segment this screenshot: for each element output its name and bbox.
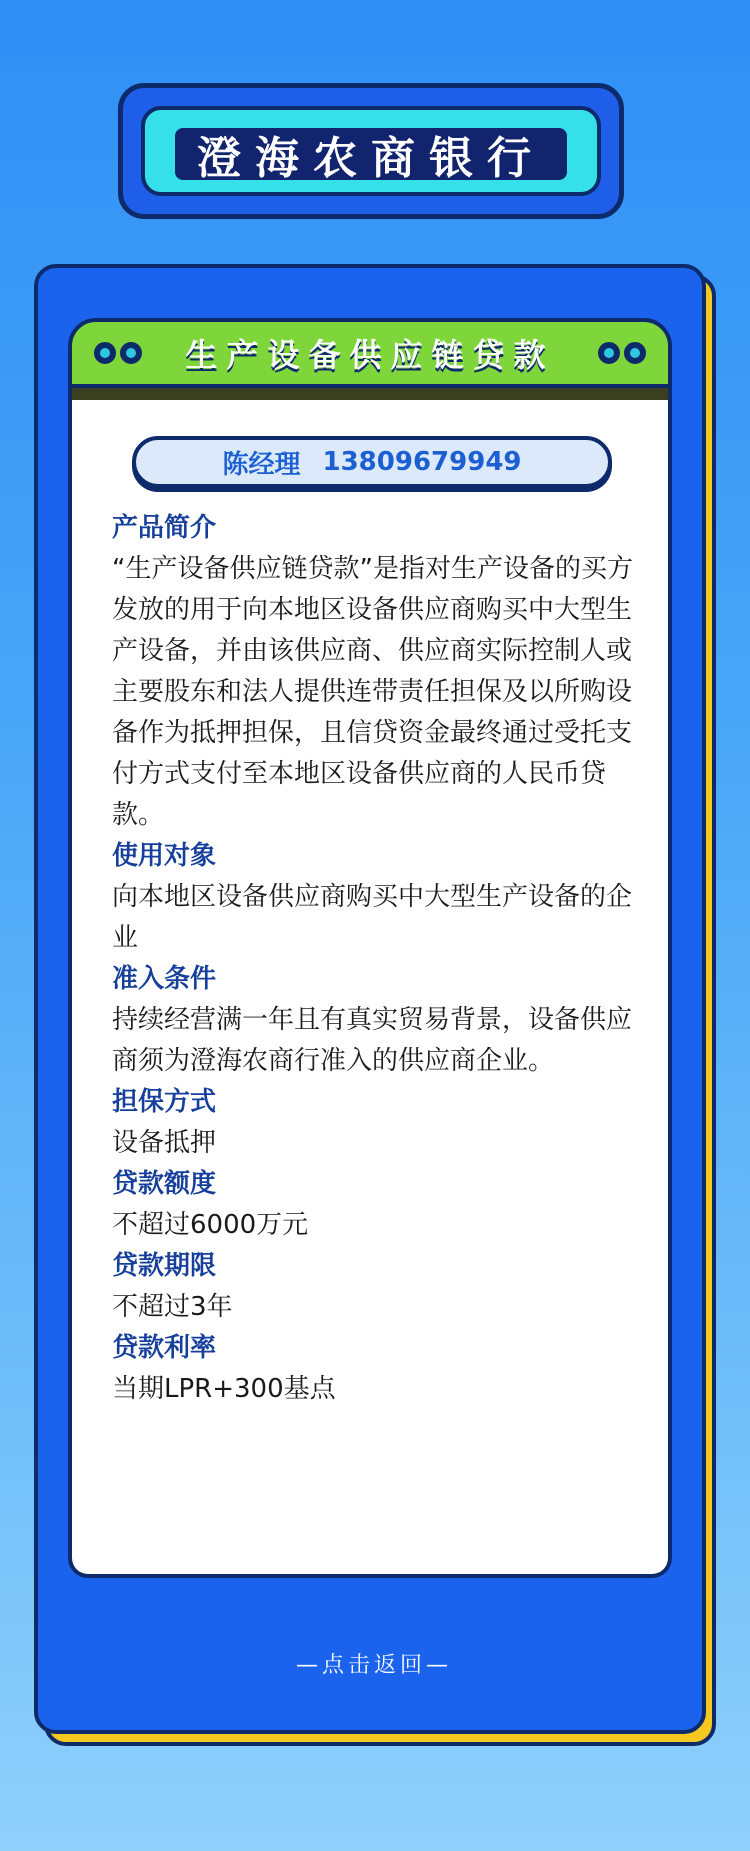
- section-title: 贷款额度: [112, 1169, 217, 1199]
- section-intro: [112, 508, 648, 836]
- section-body: 向本地区设备供应商购买中大型生产设备的企业: [112, 882, 633, 953]
- product-title: 生产设备供应链贷款: [185, 336, 555, 374]
- product-card: [34, 264, 706, 1734]
- contact-pill[interactable]: [132, 436, 612, 488]
- contact-name: 陈经理: [222, 449, 301, 480]
- section-body: 持续经营满一年且有真实贸易背景，设备供应商须为澄海农商行准入的供应商企业。: [112, 1005, 633, 1076]
- section-body: 不超过6000万元: [112, 1210, 309, 1240]
- section-body: “生产设备供应链贷款”是指对生产设备的买方发放的用于向本地区设备供应商购买中大型生产设备，并由该供应商、供应商实际控制人或主要股东和法人提供连带责任担保及以所购设备作为抵押担保，且信贷资金最终通过受托支付方式支付至本地区设备供应商的人民币贷款。: [112, 554, 633, 830]
- section-title: 使用对象: [112, 841, 217, 871]
- ring-icon: [598, 342, 620, 364]
- right-rings-icon: [598, 342, 646, 364]
- section-rate: [112, 1328, 648, 1410]
- section-title: 准入条件: [112, 964, 217, 994]
- ring-icon: [94, 342, 116, 364]
- back-link[interactable]: —点击返回—: [295, 1653, 452, 1678]
- content-panel: [68, 400, 672, 1578]
- section-title: 担保方式: [112, 1087, 217, 1117]
- section-guarantee: [112, 1082, 648, 1164]
- section-amount: [112, 1164, 648, 1246]
- section-body: 设备抵押: [112, 1128, 217, 1158]
- section-term: [112, 1246, 648, 1328]
- bank-name: 澄海农商银行: [175, 128, 567, 180]
- section-title: 产品简介: [112, 513, 217, 543]
- ring-icon: [624, 342, 646, 364]
- ring-icon: [120, 342, 142, 364]
- contact-phone[interactable]: 13809679949: [322, 447, 522, 477]
- section-body: 不超过3年: [112, 1292, 233, 1322]
- section-title: 贷款期限: [112, 1251, 217, 1281]
- section-target: [112, 836, 648, 959]
- product-details: [112, 508, 648, 1410]
- section-eligibility: [112, 959, 648, 1082]
- section-body: 当期LPR+300基点: [112, 1374, 336, 1404]
- title-banner: [118, 83, 624, 219]
- product-header: [68, 318, 672, 388]
- section-title: 贷款利率: [112, 1333, 217, 1363]
- left-rings-icon: [94, 342, 142, 364]
- header-divider: [68, 388, 672, 400]
- title-banner-inner: [141, 106, 601, 196]
